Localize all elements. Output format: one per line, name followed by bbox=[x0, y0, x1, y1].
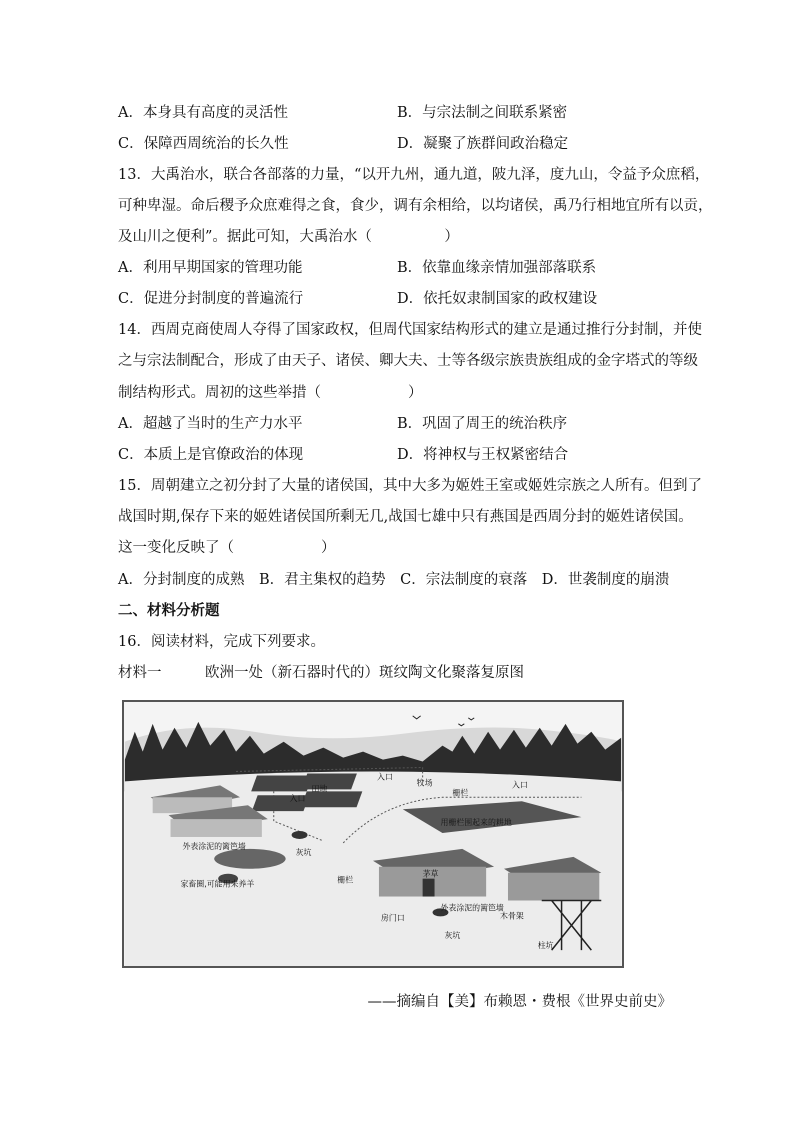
settlement-drawing bbox=[124, 702, 622, 966]
label-post: 柱坑 bbox=[537, 941, 554, 951]
q15-stem-line1: 15．周朝建立之初分封了大量的诸侯国，其中大多为姬姓王室或姬姓宗族之人所有。但到了 bbox=[118, 478, 702, 494]
label-wall2: 外表涂泥的篱笆墙 bbox=[440, 903, 504, 913]
q13-option-b: B．依靠血缘亲情加强部落联系 bbox=[397, 260, 597, 276]
label-fence1: 栅栏 bbox=[452, 788, 469, 798]
label-door: 房门口 bbox=[380, 913, 405, 923]
q12-option-b: B．与宗法制之间联系紧密 bbox=[397, 105, 568, 121]
section-heading: 二、材料分析题 bbox=[118, 602, 220, 619]
q14-option-a: A．超越了当时的生产力水平 bbox=[118, 416, 303, 432]
q13-stem-line3: 及山川之便利”。据此可知，大禹治水（ ） bbox=[118, 229, 459, 245]
label-field: 田地 bbox=[311, 784, 328, 794]
label-wall1: 外表涂泥的篱笆墙 bbox=[182, 841, 246, 851]
q14-stem-line1: 14．西周克商使周人夺得了国家政权，但周代国家结构形式的建立是通过推行分封制，并使 bbox=[118, 322, 702, 338]
q14-stem-line2: 之与宗法制配合，形成了由天子、诸侯、卿大夫、士等各级宗族贵族组成的金字塔式的等级 bbox=[118, 353, 698, 369]
q13-option-d: D．依托奴隶制国家的政权建设 bbox=[397, 291, 598, 307]
q14-option-b: B．巩固了周王的统治秩序 bbox=[397, 416, 568, 432]
q14-option-d: D．将神权与王权紧密结合 bbox=[397, 447, 569, 463]
label-enclosed-field: 用栅栏围起来的耕地 bbox=[440, 818, 512, 828]
settlement-illustration bbox=[122, 700, 624, 968]
q13-stem-line2: 可种卑湿。命后稷予众庶难得之食，食少，调有余相给，以均诸侯，禹乃行相地宜所有以贡， bbox=[118, 198, 713, 214]
q13-option-a: A．利用早期国家的管理功能 bbox=[118, 260, 303, 276]
label-livestock: 家畜圈,可能用来养羊 bbox=[180, 879, 255, 889]
q14-option-c: C．本质上是官僚政治的体现 bbox=[118, 447, 304, 463]
q15-options: A．分封制度的成熟 B．君主集权的趋势 C．宗法制度的衰落 D．世袭制度的崩溃 bbox=[118, 572, 670, 588]
label-pasture: 牧场 bbox=[416, 778, 433, 788]
q12-option-c: C．保障西周统治的长久性 bbox=[118, 136, 289, 152]
label-fence2: 栅栏 bbox=[337, 875, 354, 885]
q16-intro: 16．阅读材料，完成下列要求。 bbox=[118, 634, 325, 650]
q12-option-d: D．凝聚了族群间政治稳定 bbox=[397, 136, 569, 152]
label-ashpit2: 灰坑 bbox=[444, 931, 461, 941]
label-entrance3: 入口 bbox=[511, 780, 528, 790]
q14-stem-line3: 制结构形式。周初的这些举措（ ） bbox=[118, 385, 423, 401]
q13-stem-line1: 13．大禹治水，联合各部落的力量，“以开九州，通九道，陂九泽，度九山，令益予众庶稻， bbox=[118, 167, 710, 183]
source-citation: ——摘编自【美】布赖恩・费根《世界史前史》 bbox=[367, 994, 672, 1010]
label-thatch: 茅草 bbox=[422, 869, 439, 879]
label-ashpit1: 灰坑 bbox=[295, 847, 312, 857]
label-entrance2: 入口 bbox=[289, 794, 306, 804]
material1-caption: 材料一 欧洲一处（新石器时代的）斑纹陶文化聚落复原图 bbox=[118, 665, 524, 681]
q12-option-a: A．本身具有高度的灵活性 bbox=[118, 105, 288, 121]
q15-stem-line3: 这一变化反映了（ ） bbox=[118, 540, 336, 556]
label-entrance1: 入口 bbox=[376, 772, 393, 782]
q13-option-c: C．促进分封制度的普遍流行 bbox=[118, 291, 304, 307]
q15-stem-line2: 战国时期,保存下来的姬姓诸侯国所剩无几,战国七雄中只有燕国是西周分封的姬姓诸侯国。 bbox=[118, 509, 693, 525]
label-frame: 木骨架 bbox=[500, 911, 524, 921]
